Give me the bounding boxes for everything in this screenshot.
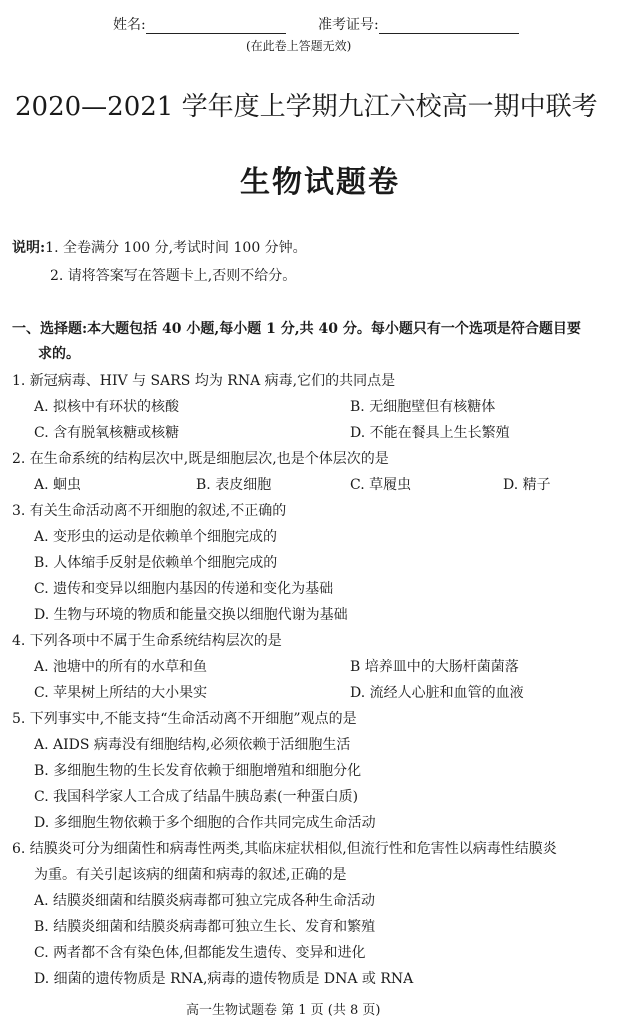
instruction-item-2: 2. 请将答案写在答题卡上,否则不给分。	[50, 268, 297, 284]
name-underline	[146, 18, 286, 34]
exam-id-field	[318, 14, 519, 34]
question-option: B. 多细胞生物的生长发育依赖于细胞增殖和细胞分化	[34, 763, 362, 779]
question-option: B. 无细胞壁但有核糖体	[350, 399, 496, 415]
question-option: A. 池塘中的所有的水草和鱼	[34, 659, 208, 675]
exam-id-underline	[379, 18, 519, 34]
question-option: B. 结膜炎细菌和结膜炎病毒都可独立生长、发育和繁殖	[34, 919, 376, 935]
question-option: A. AIDS 病毒没有细胞结构,必须依赖于活细胞生活	[34, 737, 351, 753]
exam-title: 2020—2021 学年度上学期九江六校高一期中联考	[15, 92, 598, 122]
question-option: C. 苹果树上所结的大小果实	[34, 685, 208, 701]
question-option: C. 遗传和变异以细胞内基因的传递和变化为基础	[34, 581, 334, 597]
question-option: C. 我国科学家人工合成了结晶牛胰岛素(一种蛋白质)	[34, 789, 359, 805]
page-footer: 高一生物试题卷 第 1 页 (共 8 页)	[186, 1003, 381, 1018]
instructions-label: 说明:	[12, 240, 46, 256]
instructions-line1	[12, 237, 307, 257]
name-field	[113, 14, 286, 34]
question-option: B. 人体缩手反射是依赖单个细胞完成的	[34, 555, 278, 571]
question-option: D. 精子	[503, 477, 551, 493]
question-option: A. 变形虫的运动是依赖单个细胞完成的	[34, 529, 278, 545]
section-heading-line1: 一、选择题:本大题包括 40 小题,每小题 1 分,共 40 分。每小题只有一个选项是符合题目要	[12, 321, 581, 337]
question-option: D. 多细胞生物依赖于多个细胞的合作共同完成生命活动	[34, 815, 376, 831]
question-option: D. 不能在餐具上生长繁殖	[350, 425, 510, 441]
answer-notice: (在此卷上答题无效)	[246, 39, 352, 53]
question-option: A. 拟核中有环状的核酸	[34, 399, 180, 415]
question-option: D. 生物与环境的物质和能量交换以细胞代谢为基础	[34, 607, 348, 623]
question-option: C. 含有脱氧核糖或核糖	[34, 425, 180, 441]
question-stem: 3. 有关生命活动离不开细胞的叙述,不正确的	[12, 503, 287, 519]
question-option: D. 流经人心脏和血管的血液	[350, 685, 524, 701]
question-stem: 5. 下列事实中,不能支持“生命活动离不开细胞”观点的是	[12, 711, 357, 727]
question-stem: 6. 结膜炎可分为细菌性和病毒性两类,其临床症状相似,但流行性和危害性以病毒性结膜炎	[12, 841, 557, 857]
question-stem-continued: 为重。有关引起该病的细菌和病毒的叙述,正确的是	[34, 867, 347, 883]
question-stem: 2. 在生命系统的结构层次中,既是细胞层次,也是个体层次的是	[12, 451, 389, 467]
name-label: 姓名:	[113, 17, 146, 33]
instruction-item-1: 1. 全卷满分 100 分,考试时间 100 分钟。	[45, 240, 307, 256]
question-stem: 1. 新冠病毒、HIV 与 SARS 均为 RNA 病毒,它们的共同点是	[12, 373, 396, 389]
subject-title: 生物试题卷	[240, 165, 400, 200]
question-option: D. 细菌的遗传物质是 RNA,病毒的遗传物质是 DNA 或 RNA	[34, 971, 414, 987]
question-option: C. 草履虫	[350, 477, 412, 493]
question-stem: 4. 下列各项中不属于生命系统结构层次的是	[12, 633, 282, 649]
question-option: B. 表皮细胞	[196, 477, 272, 493]
question-option: A. 结膜炎细菌和结膜炎病毒都可独立完成各种生命活动	[34, 893, 376, 909]
question-option: C. 两者都不含有染色体,但都能发生遗传、变异和进化	[34, 945, 366, 961]
section-heading-line2: 求的。	[38, 346, 80, 362]
question-option: A. 蛔虫	[34, 477, 82, 493]
question-option: B 培养皿中的大肠杆菌菌落	[350, 659, 519, 675]
exam-id-label: 准考证号:	[318, 17, 379, 33]
